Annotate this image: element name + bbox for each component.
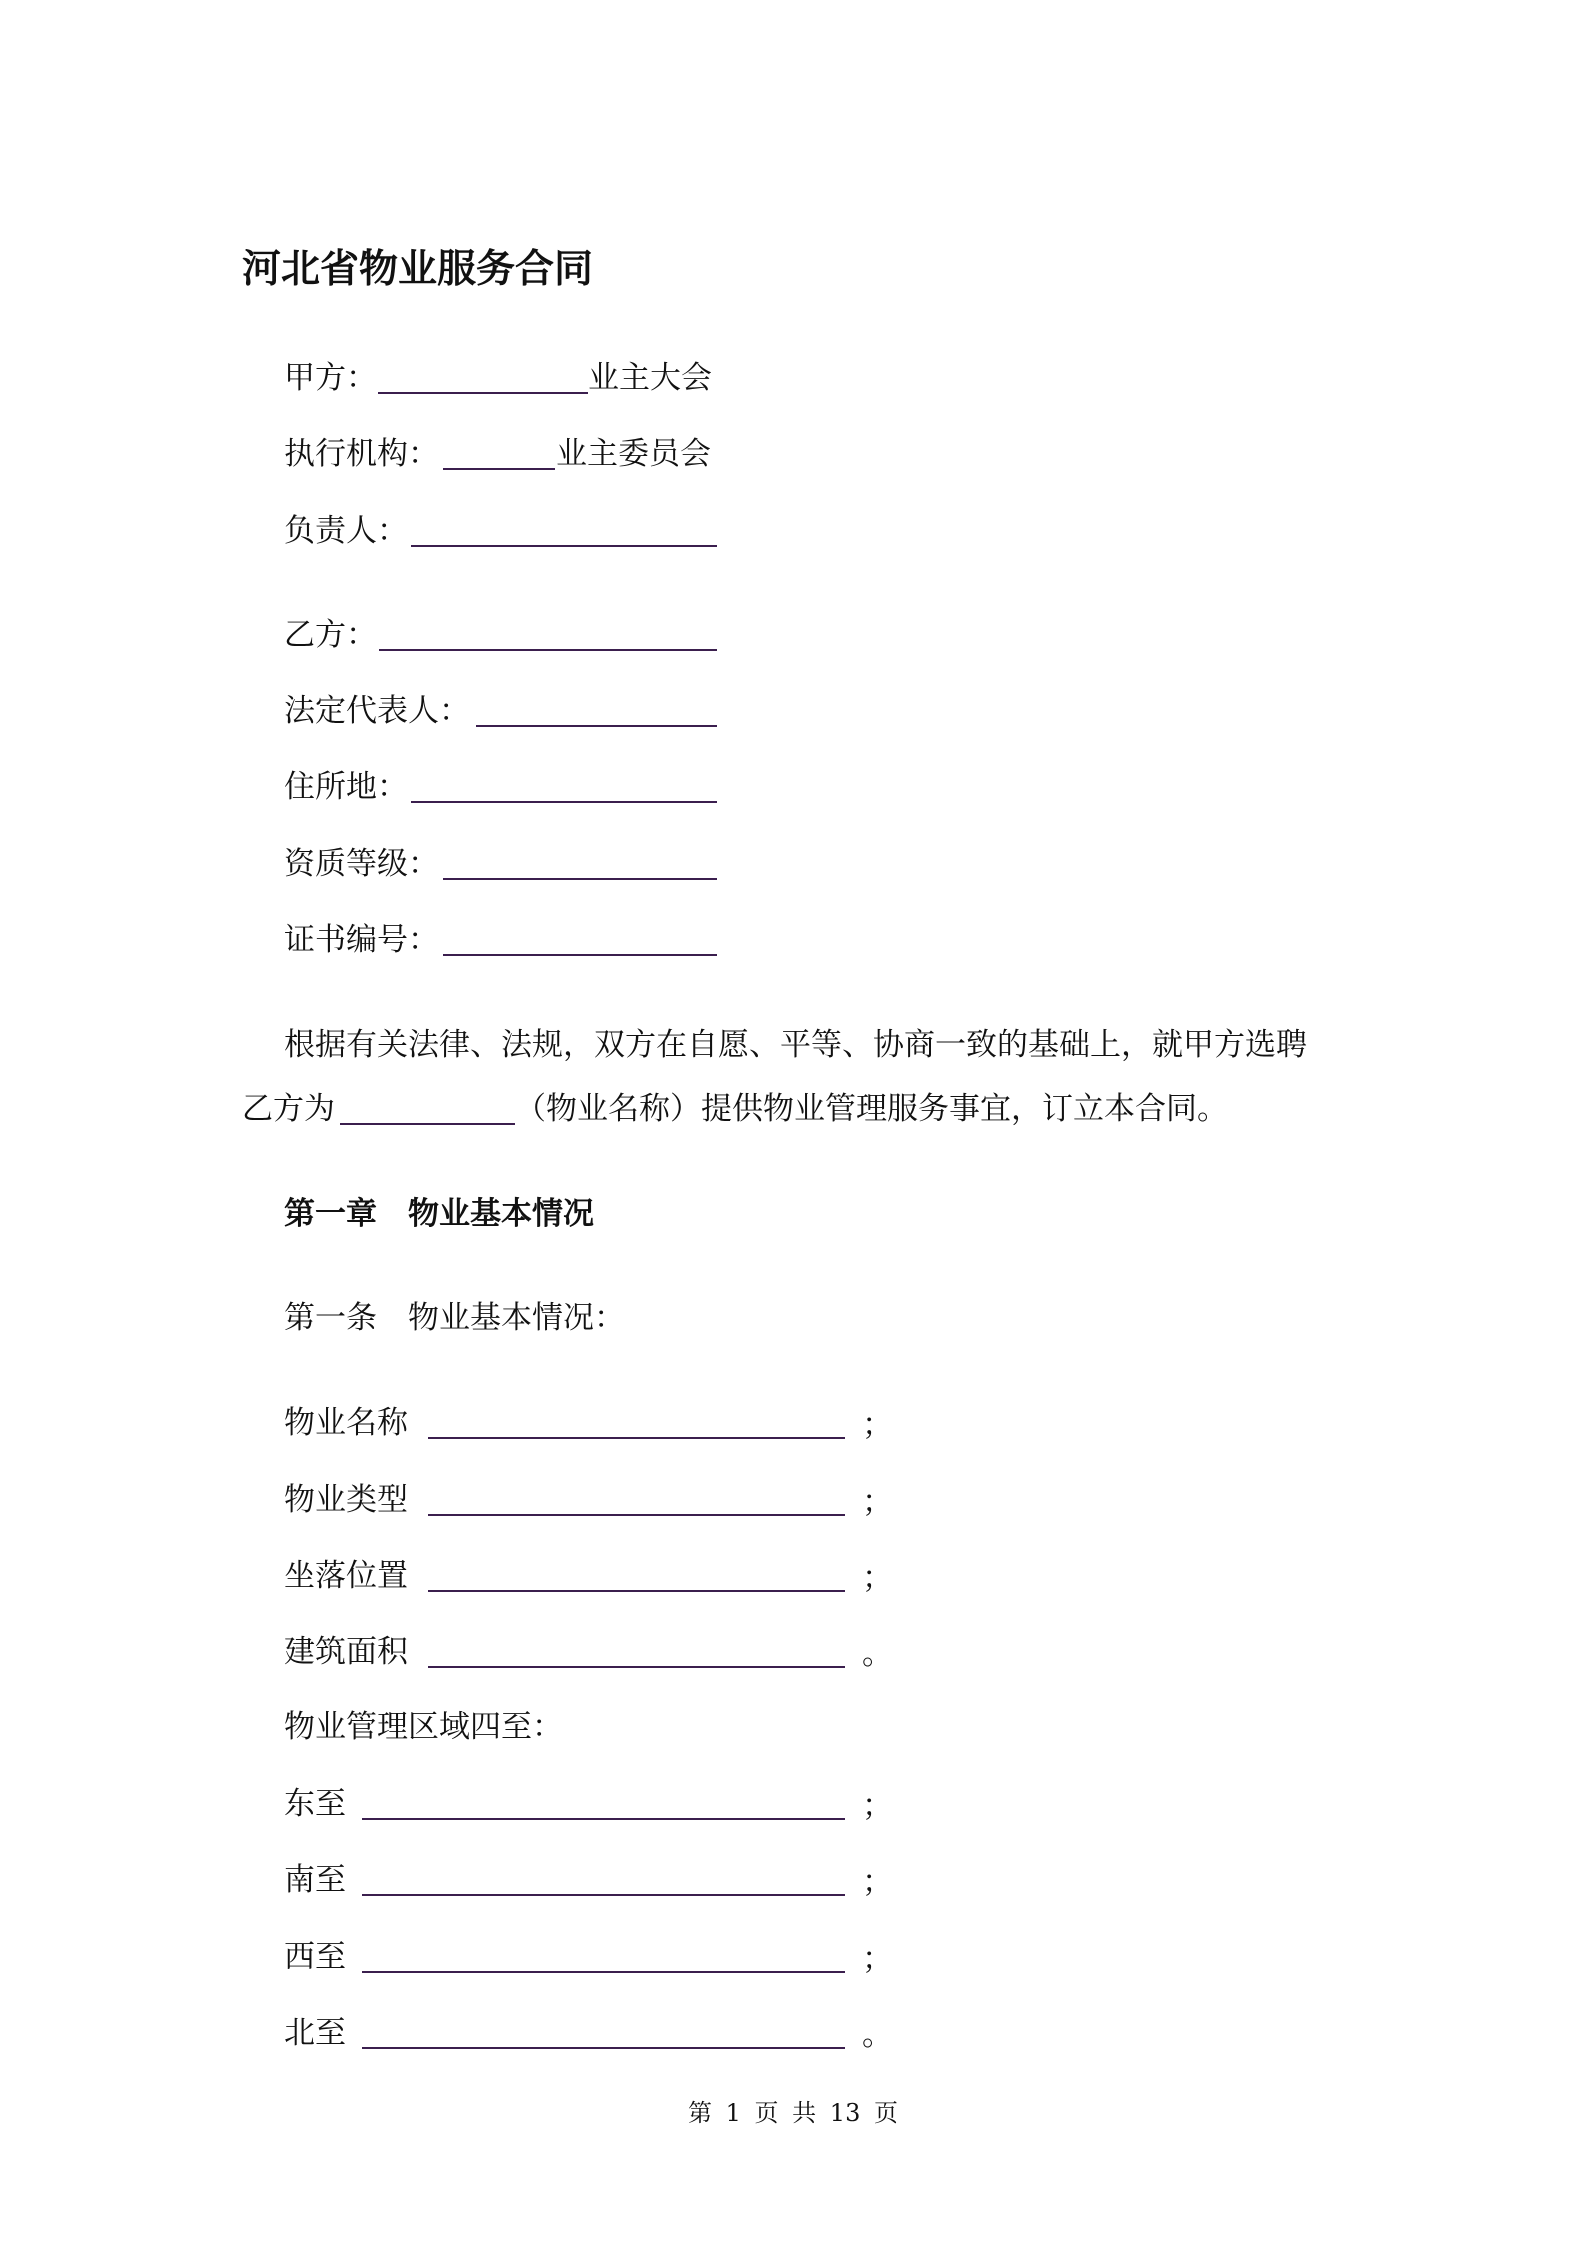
legal-rep-label: 法定代表人： [284, 693, 470, 729]
field-blank [428, 1590, 845, 1592]
address-label: 住所地： [284, 769, 408, 805]
field-end: ； [862, 1484, 893, 1520]
boundary-end: ； [862, 1788, 893, 1824]
field-label: 建筑面积 [284, 1634, 408, 1670]
boundary-blank [362, 1818, 845, 1820]
boundary-end: 。 [862, 2017, 893, 2053]
qualification-label: 资质等级： [284, 846, 439, 882]
boundary-end: ； [862, 1864, 893, 1900]
executor-blank [443, 468, 555, 470]
legal-rep-blank [476, 725, 717, 727]
intro-line1: 根据有关法律、法规，双方在自愿、平等、协商一致的基础上，就甲方选聘 [284, 1027, 1307, 1063]
field-label: 物业名称 [284, 1405, 408, 1441]
responsible-label: 负责人： [284, 513, 408, 549]
intro-line2-suffix: （物业名称）提供物业管理服务事宜，订立本合同。 [515, 1091, 1228, 1127]
boundary-blank [362, 2047, 845, 2049]
field-blank [428, 1437, 845, 1439]
document-title: 河北省物业服务合同 [242, 247, 594, 292]
party-a-blank [378, 392, 588, 394]
boundary-blank [362, 1971, 845, 1973]
boundary-label: 西至 [284, 1939, 346, 1975]
field-blank [428, 1666, 845, 1668]
field-blank [428, 1514, 845, 1516]
executor-label: 执行机构： [284, 436, 439, 472]
responsible-blank [411, 545, 717, 547]
boundary-heading: 物业管理区域四至： [284, 1709, 563, 1745]
field-end: ； [862, 1407, 893, 1443]
chapter-heading: 第一章 物业基本情况 [284, 1196, 594, 1232]
boundary-end: ； [862, 1941, 893, 1977]
party-b-label: 乙方： [284, 617, 377, 653]
qualification-blank [443, 878, 717, 880]
boundary-label: 南至 [284, 1862, 346, 1898]
field-label: 坐落位置 [284, 1558, 408, 1594]
boundary-label: 东至 [284, 1786, 346, 1822]
party-a-label: 甲方： [284, 360, 377, 396]
property-name-blank [340, 1123, 515, 1125]
article-heading: 第一条 物业基本情况： [284, 1300, 625, 1336]
address-blank [411, 801, 717, 803]
party-a-suffix: 业主大会 [588, 360, 712, 396]
intro-line2-prefix: 乙方为 [242, 1091, 335, 1127]
boundary-label: 北至 [284, 2015, 346, 2051]
certificate-blank [443, 954, 717, 956]
executor-suffix: 业主委员会 [556, 436, 711, 472]
page-footer: 第 1 页 共 13 页 [688, 2099, 898, 2127]
certificate-label: 证书编号： [284, 922, 439, 958]
party-b-blank [379, 649, 717, 651]
field-label: 物业类型 [284, 1482, 408, 1518]
field-end: ； [862, 1560, 893, 1596]
field-end: 。 [862, 1636, 893, 1672]
boundary-blank [362, 1894, 845, 1896]
